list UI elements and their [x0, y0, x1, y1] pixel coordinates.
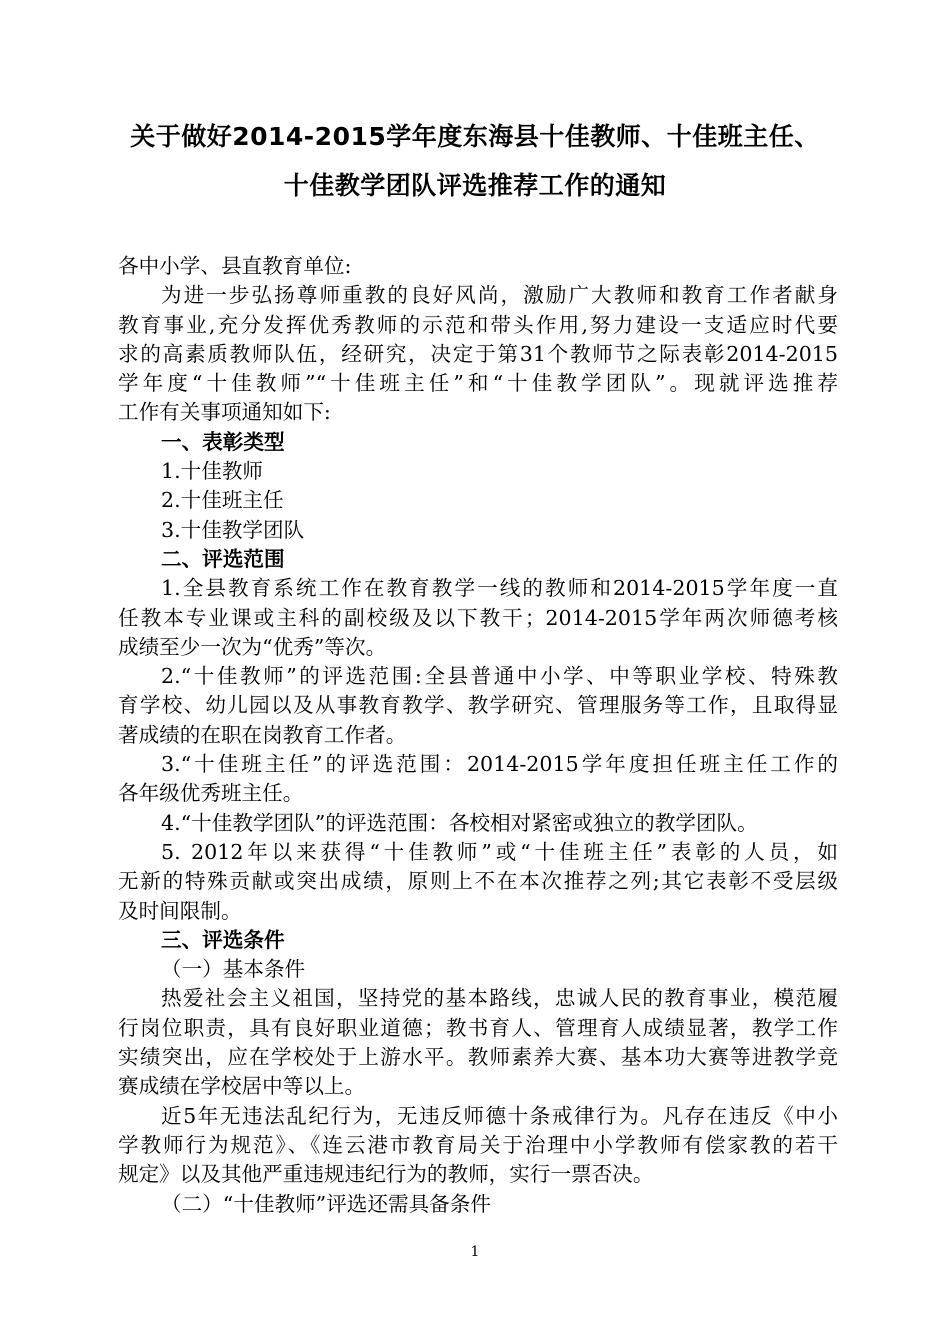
paragraph-line: 成绩至少一次为“优秀”等次。 [118, 634, 387, 659]
paragraph-line: 求的高素质教师队伍，经研究，决定于第31个教师节之际表彰2014-2015 [118, 341, 838, 366]
paragraph-line: 热爱社会主义祖国，坚持党的基本路线，忠诚人民的教育事业，模范履 [161, 986, 838, 1011]
document-title-line-1: 关于做好2014-2015学年度东海县十佳教师、十佳班主任、 [130, 122, 820, 151]
paragraph-line: 学年度“十佳教师”“十佳班主任”和“十佳教学团队”。现就评选推荐 [118, 371, 838, 396]
section-heading: 二、评选范围 [161, 546, 285, 571]
paragraph-line: 各中小学、县直教育单位: [118, 254, 352, 278]
document-body [118, 252, 838, 1219]
paragraph-line: 赛成绩在学校居中等以上。 [118, 1074, 366, 1099]
paragraph-line: 学教师行为规范》、《连云港市教育局关于治理中小学教师有偿家教的若干 [118, 1132, 838, 1157]
paragraph-line: 3.十佳教学团队 [161, 517, 305, 542]
paragraph-line: 无新的特殊贡献或突出成绩，原则上不在本次推荐之列;其它表彰不受层级 [118, 869, 838, 894]
section-heading: 三、评选条件 [161, 927, 285, 952]
paragraph-line: 3.“十佳班主任”的评选范围：2014-2015学年度担任班主任工作的 [161, 752, 838, 777]
paragraph-line: 1.十佳教师 [161, 459, 264, 484]
paragraph-line: 实绩突出，应在学校处于上游水平。教师素养大赛、基本功大赛等进教学竞 [118, 1045, 838, 1070]
paragraph-line: 育学校、幼儿园以及从事教育教学、教学研究、管理服务等工作，且取得显 [118, 693, 838, 718]
paragraph-line: （二）“十佳教师”评选还需具备条件 [161, 1191, 491, 1216]
paragraph-line: 行岗位职责，具有良好职业道德；教书育人、管理育人成绩显著，教学工作 [118, 1015, 838, 1040]
paragraph-line: （一）基本条件 [161, 957, 306, 982]
paragraph-line: 任教本专业课或主科的副校级及以下教干；2014-2015学年两次师德考核 [118, 605, 838, 630]
paragraph-line: 2.十佳班主任 [161, 488, 284, 513]
paragraph-line: 1.全县教育系统工作在教育教学一线的教师和2014-2015学年度一直 [161, 576, 838, 601]
paragraph-line: 规定》以及其他严重违规违纪行为的教师，实行一票否决。 [118, 1162, 654, 1187]
paragraph-line: 各年级优秀班主任。 [118, 781, 304, 806]
paragraph-line: 教育事业,充分发挥优秀教师的示范和带头作用,努力建设一支适应时代要 [118, 312, 838, 337]
paragraph-line: 工作有关事项通知如下: [118, 400, 331, 425]
paragraph-line: 著成绩的在职在岗教育工作者。 [118, 722, 407, 747]
paragraph-line: 为进一步弘扬尊师重教的良好风尚，激励广大教师和教育工作者献身 [161, 283, 838, 308]
paragraph-line: 及时间限制。 [118, 898, 242, 923]
paragraph-line: 近5年无违法乱纪行为，无违反师德十条戒律行为。凡存在违反《中小 [161, 1103, 838, 1128]
paragraph-line: 4.“十佳教学团队”的评选范围：各校相对紧密或独立的教学团队。 [161, 810, 758, 835]
paragraph-line: 5. 2012年以来获得“十佳教师”或“十佳班主任”表彰的人员，如 [161, 839, 838, 864]
paragraph-line: 2.“十佳教师”的评选范围:全县普通中小学、中等职业学校、特殊教 [161, 664, 838, 689]
section-heading: 一、表彰类型 [161, 429, 285, 454]
page-number: 1 [470, 1244, 480, 1260]
document-title-line-2: 十佳教学团队评选推荐工作的通知 [283, 171, 667, 200]
